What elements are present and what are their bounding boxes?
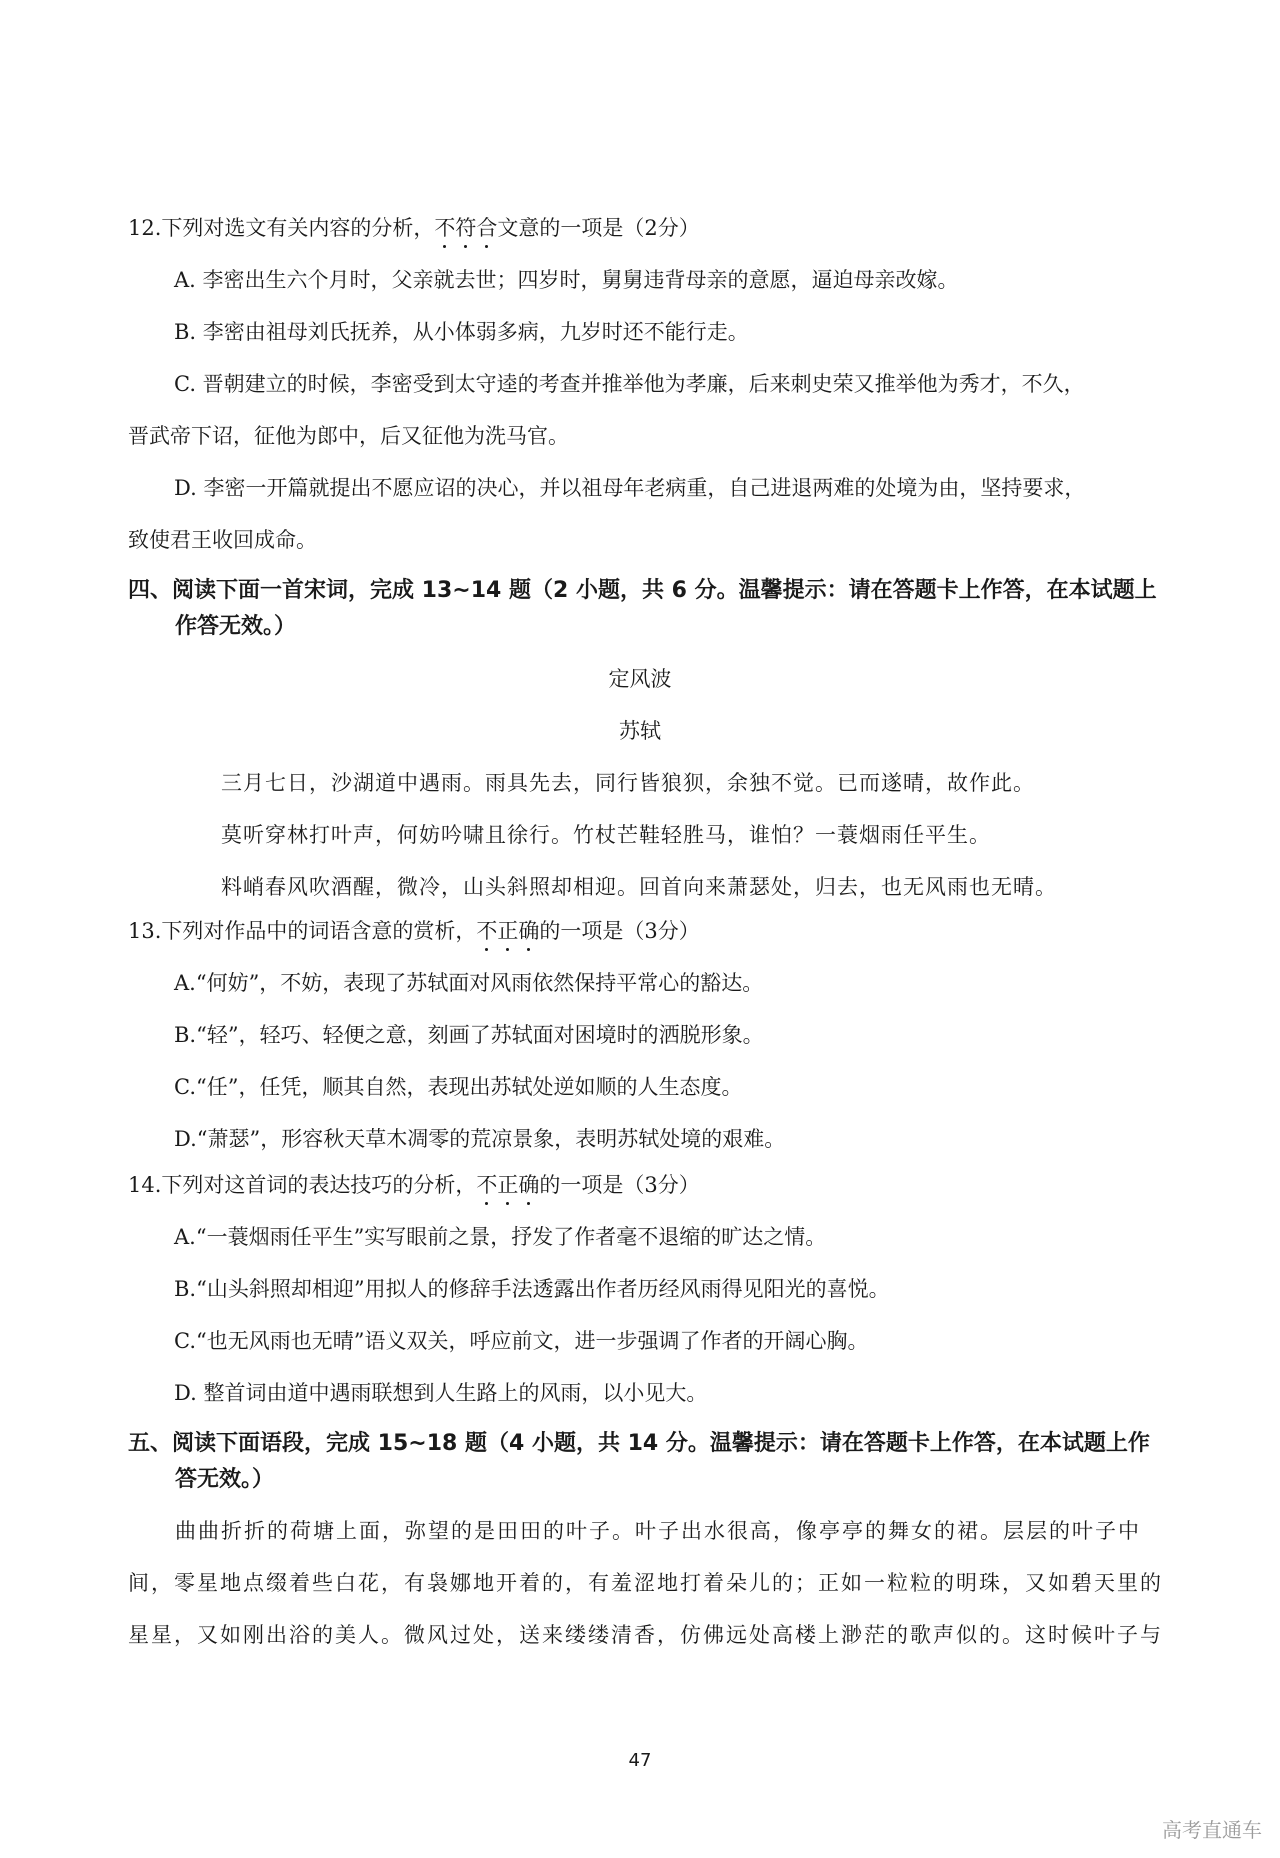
q12-stem-emphasis	[434, 216, 497, 240]
q13-option-d: D.“萧瑟”，形容秋天草木凋零的荒凉景象，表明苏轼处境的艰难。	[174, 1127, 786, 1151]
q12-option-d: D. 李密一开篇就提出不愿应诏的决心，并以祖母年老病重，自己进退两难的处境为由，坚持要求，	[174, 476, 1086, 500]
q14-option-b: B.“山头斜照却相迎”用拟人的修辞手法透露出作者历经风雨得见阳光的喜悦。	[174, 1277, 890, 1301]
q14-stem-pre: 14.下列对这首词的表达技巧的分析，	[128, 1173, 477, 1197]
q14-stem	[128, 1173, 700, 1198]
emphasis-char: 确	[518, 919, 540, 943]
q13-stem	[128, 919, 700, 944]
q13-stem-pre: 13.下列对作品中的词语含意的赏析，	[128, 919, 477, 943]
emphasis-char: 正	[497, 1173, 519, 1197]
poem-author: 苏轼	[619, 719, 661, 743]
emphasis-char: 正	[497, 919, 519, 943]
passage-line-1: 曲曲折折的荷塘上面，弥望的是田田的叶子。叶子出水很高，像亭亭的舞女的裙。层层的叶子中	[175, 1519, 1141, 1543]
q13-stem-emphasis	[476, 919, 539, 943]
q14-stem-post: 的一项是（3分）	[539, 1173, 700, 1197]
q12-stem-pre: 12.下列对选文有关内容的分析，	[128, 216, 435, 240]
section-5-heading-cont: 答无效。）	[175, 1467, 275, 1492]
q13-stem-post: 的一项是（3分）	[539, 919, 700, 943]
emphasis-char: 符	[455, 216, 477, 240]
poem-line-2: 料峭春风吹酒醒，微冷，山头斜照却相迎。回首向来萧瑟处，归去，也无风雨也无晴。	[221, 875, 1057, 899]
q13-option-b: B.“轻”，轻巧、轻便之意，刻画了苏轼面对困境时的洒脱形象。	[174, 1023, 764, 1047]
emphasis-char: 合	[476, 216, 498, 240]
q12-option-c-cont: 晋武帝下诏，征他为郎中，后又征他为洗马官。	[128, 424, 569, 448]
q14-option-a: A.“一蓑烟雨任平生”实写眼前之景，抒发了作者毫不退缩的旷达之情。	[174, 1225, 827, 1249]
poem-line-1: 莫听穿林打叶声，何妨吟啸且徐行。竹杖芒鞋轻胜马，谁怕？一蓑烟雨任平生。	[221, 823, 991, 847]
q14-option-c: C.“也无风雨也无晴”语义双关，呼应前文，进一步强调了作者的开阔心胸。	[174, 1329, 869, 1353]
section-5-heading: 五、阅读下面语段，完成 15~18 题（4 小题，共 14 分。温馨提示：请在答题卡上作答，在本试题上作	[128, 1431, 1150, 1456]
emphasis-char: 不	[476, 1173, 498, 1197]
watermark: 高考直通车	[1162, 1818, 1262, 1842]
passage-line-3: 星星，又如刚出浴的美人。微风过处，送来缕缕清香，仿佛远处高楼上渺茫的歌声似的。这时候叶子与	[128, 1623, 1163, 1647]
q12-option-c: C. 晋朝建立的时候，李密受到太守逵的考查并推举他为孝廉，后来刺史荣又推举他为秀才，不久，	[174, 372, 1085, 396]
emphasis-char: 确	[518, 1173, 540, 1197]
poem-preface: 三月七日，沙湖道中遇雨。雨具先去，同行皆狼狈，余独不觉。已而遂晴，故作此。	[221, 771, 1035, 795]
section-4-heading-cont: 作答无效。）	[175, 614, 297, 639]
q13-option-a: A.“何妨”，不妨，表现了苏轼面对风雨依然保持平常心的豁达。	[174, 971, 764, 995]
q12-option-d-cont: 致使君王收回成命。	[128, 528, 317, 552]
q14-option-d: D. 整首词由道中遇雨联想到人生路上的风雨，以小见大。	[174, 1381, 708, 1405]
q14-stem-emphasis	[476, 1173, 539, 1197]
page-number: 47	[628, 1750, 652, 1771]
passage-line-2: 间，零星地点缀着些白花，有袅娜地开着的，有羞涩地打着朵儿的；正如一粒粒的明珠，又如碧天里的	[128, 1571, 1163, 1595]
emphasis-char: 不	[476, 919, 498, 943]
emphasis-char: 不	[434, 216, 456, 240]
q12-stem-post: 文意的一项是（2分）	[497, 216, 700, 240]
q13-option-c: C.“任”，任凭，顺其自然，表现出苏轼处逆如顺的人生态度。	[174, 1075, 743, 1099]
q12-option-a: A. 李密出生六个月时，父亲就去世；四岁时，舅舅违背母亲的意愿，逼迫母亲改嫁。	[174, 268, 959, 292]
q12-stem	[128, 216, 700, 241]
q12-option-b: B. 李密由祖母刘氏抚养，从小体弱多病，九岁时还不能行走。	[174, 320, 749, 344]
section-4-heading: 四、阅读下面一首宋词，完成 13~14 题（2 小题，共 6 分。温馨提示：请在答题卡上作答，在本试题上	[128, 578, 1157, 603]
poem-title: 定风波	[608, 667, 672, 691]
